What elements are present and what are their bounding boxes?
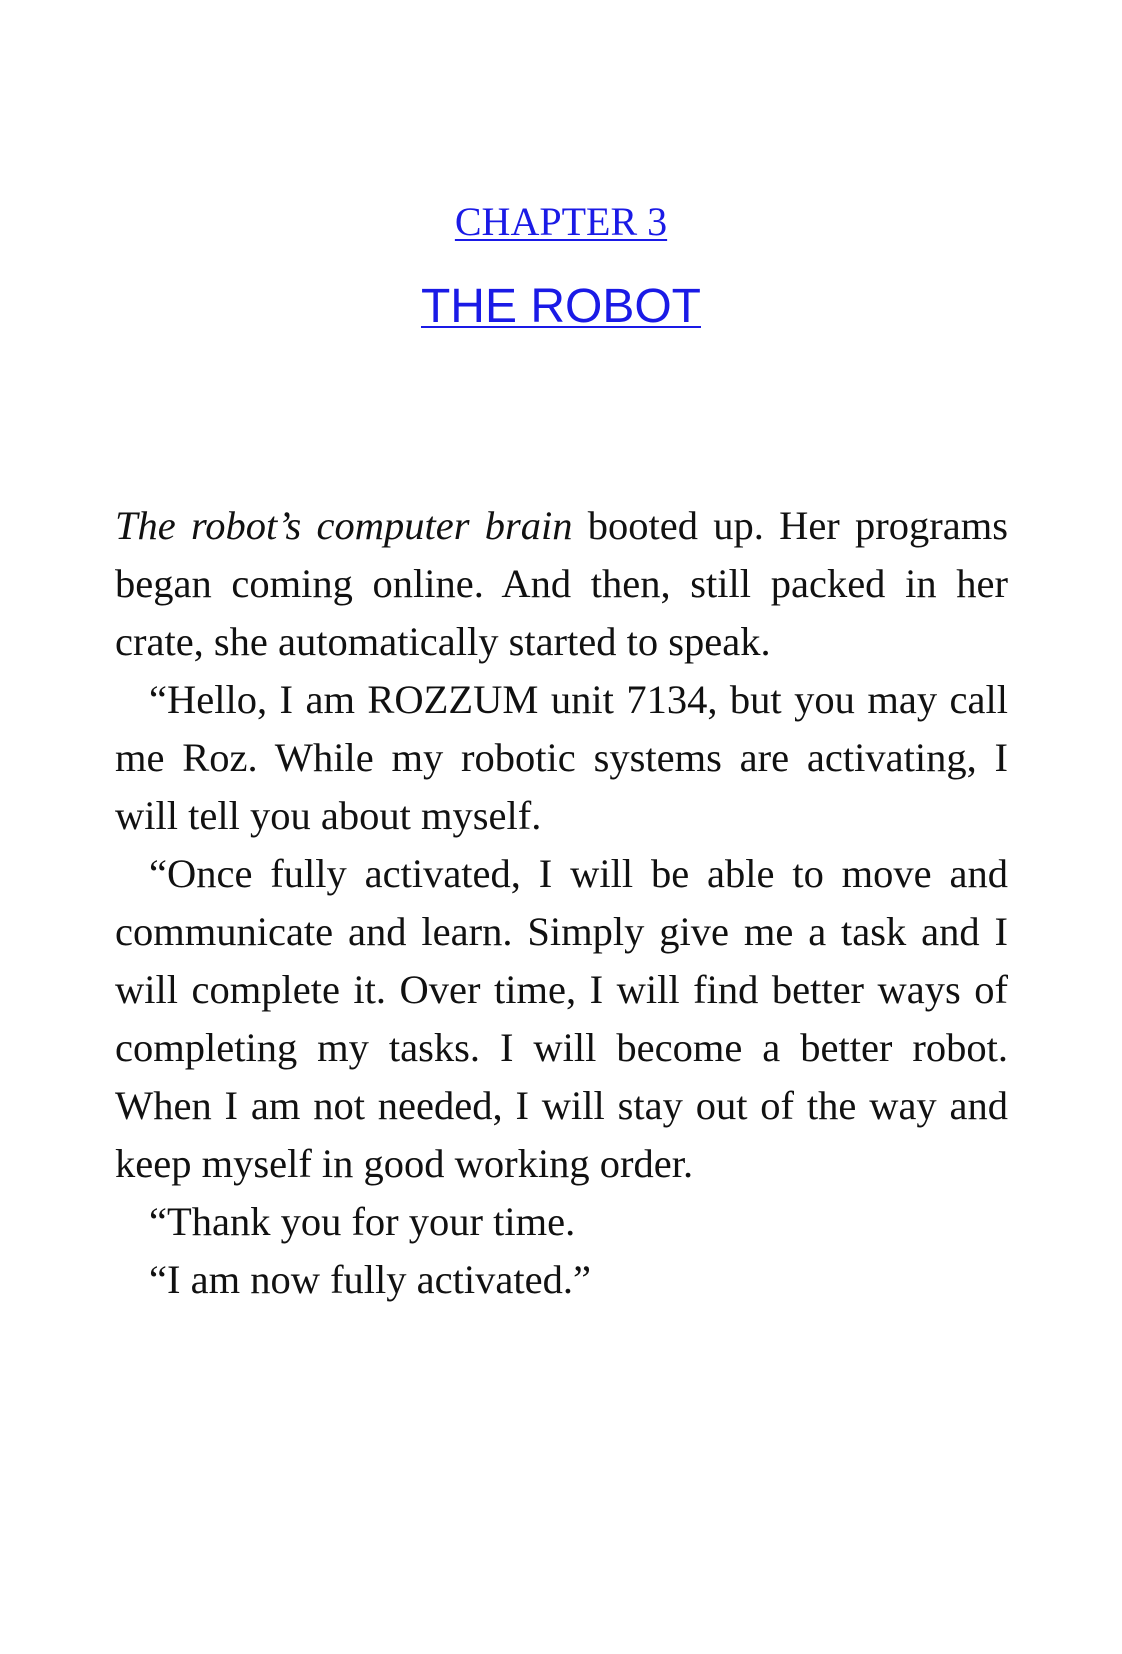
paragraph-2: “Hello, I am ROZZUM unit 7134, but you may call me Roz. While my robotic systems are activating, I will tell you about myself. (115, 677, 1008, 838)
chapter-number-heading (0, 198, 1122, 246)
chapter-number-link[interactable]: CHAPTER 3 (454, 199, 668, 244)
paragraph-4: “Thank you for your time. (149, 1199, 576, 1244)
italic-lead-phrase: The robot’s computer brain (115, 503, 573, 548)
chapter-body (115, 497, 1008, 1309)
chapter-title-link[interactable]: THE ROBOT (420, 280, 701, 333)
paragraph-1-rest: booted up. Her programs began coming online. And then, still packed in her crate, she automatically started to speak. (115, 503, 1008, 664)
paragraph-1 (115, 497, 1008, 671)
paragraph-3: “Once fully activated, I will be able to move and communicate and learn. Simply give me a task and I will complete it. Over time, I will find better ways of completing my tasks. I will become a better robot. When I am not needed, I will stay out of the way and keep myself in good working order. (115, 851, 1008, 1186)
paragraph-5: “I am now fully activated.” (149, 1257, 591, 1302)
chapter-title-heading (0, 278, 1122, 336)
